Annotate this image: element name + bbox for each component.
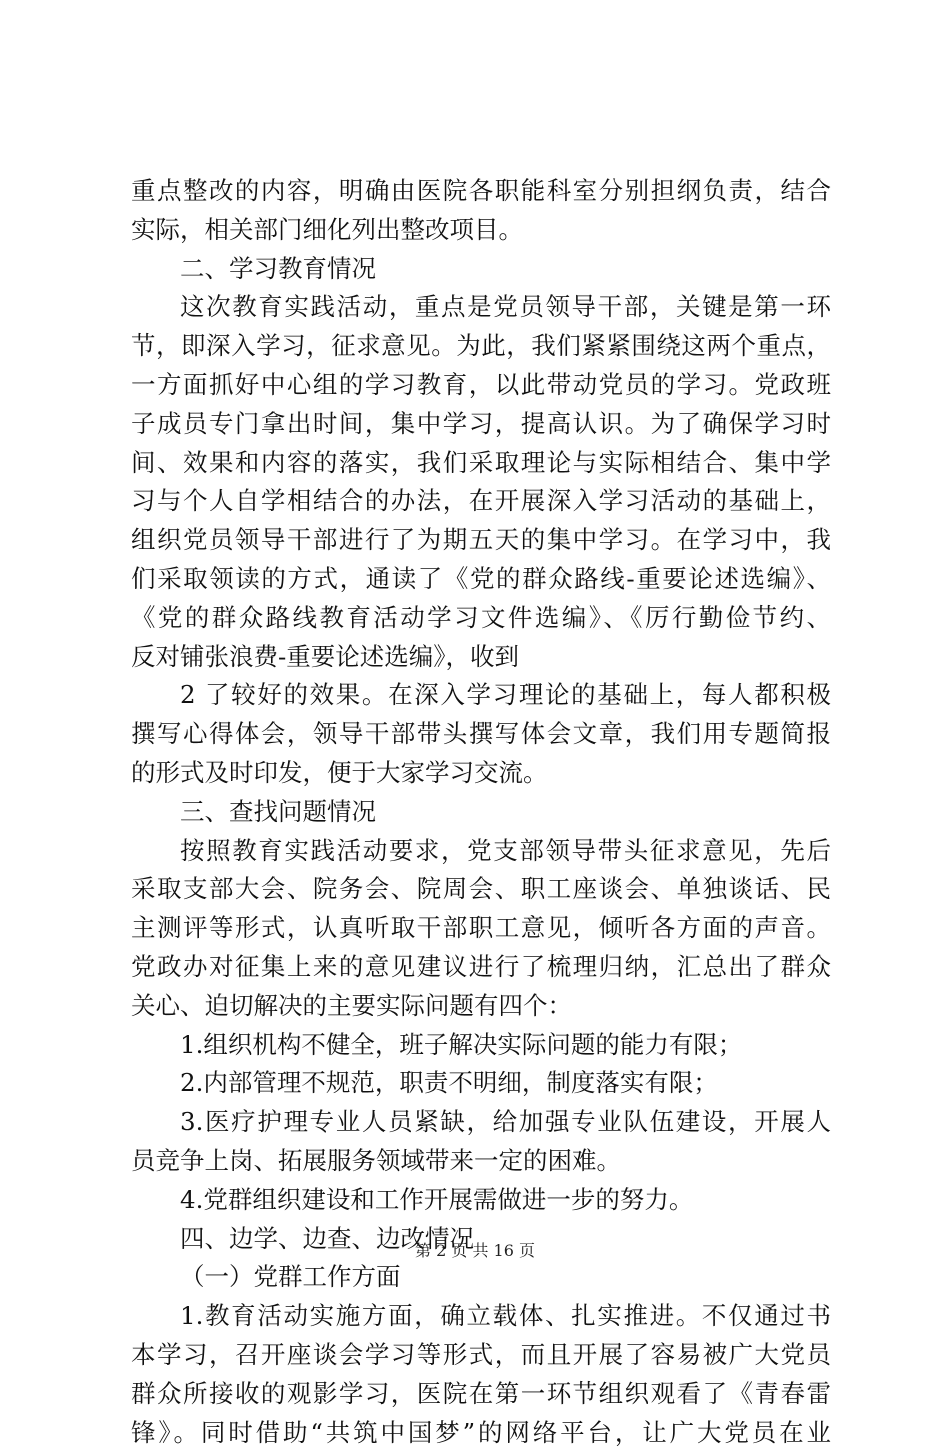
text-line: 群众所接收的观影学习，医院在第一环节组织观看了《青春雷 <box>131 1375 831 1414</box>
text-line: 3.医疗护理专业人员紧缺，给加强专业队伍建设，开展人 <box>131 1103 831 1142</box>
text-line: 子成员专门拿出时间，集中学习，提高认识。为了确保学习时 <box>131 405 831 444</box>
text-line: 1.教育活动实施方面，确立载体、扎实推进。不仅通过书 <box>131 1297 831 1336</box>
text-line: 一方面抓好中心组的学习教育，以此带动党员的学习。党政班 <box>131 366 831 405</box>
text-line: 党政办对征集上来的意见建议进行了梳理归纳，汇总出了群众 <box>131 948 831 987</box>
text-line: 组织党员领导干部进行了为期五天的集中学习。在学习中，我 <box>131 521 831 560</box>
text-line: （一）党群工作方面 <box>131 1258 831 1297</box>
text-line: 主测评等形式，认真听取干部职工意见，倾听各方面的声音。 <box>131 909 831 948</box>
text-line: 重点整改的内容，明确由医院各职能科室分别担纲负责，结合 <box>131 172 831 211</box>
page-footer: 第 2 页 共 16 页 <box>0 1241 950 1261</box>
text-line: 员竞争上岗、拓展服务领域带来一定的困难。 <box>131 1142 831 1181</box>
text-line: 《党的群众路线教育活动学习文件选编》、《厉行勤俭节约、 <box>131 599 831 638</box>
text-line: 1.组织机构不健全，班子解决实际问题的能力有限； <box>131 1026 831 1065</box>
text-line: 三、查找问题情况 <box>131 793 831 832</box>
text-line: 2 了较好的效果。在深入学习理论的基础上，每人都积极 <box>131 676 831 715</box>
text-line: 节，即深入学习，征求意见。为此，我们紧紧围绕这两个重点， <box>131 327 831 366</box>
text-line: 锋》。同时借助“共筑中国梦”的网络平台，让广大党员在业 <box>131 1414 831 1452</box>
text-line: 们采取领读的方式，通读了《党的群众路线-重要论述选编》、 <box>131 560 831 599</box>
text-line: 2.内部管理不规范，职责不明细，制度落实有限； <box>131 1064 831 1103</box>
text-line: 习与个人自学相结合的办法，在开展深入学习活动的基础上， <box>131 482 831 521</box>
text-line: 4.党群组织建设和工作开展需做进一步的努力。 <box>131 1181 831 1220</box>
text-line: 按照教育实践活动要求，党支部领导带头征求意见，先后 <box>131 832 831 871</box>
text-line: 的形式及时印发，便于大家学习交流。 <box>131 754 831 793</box>
text-line: 撰写心得体会，领导干部带头撰写体会文章，我们用专题简报 <box>131 715 831 754</box>
text-line: 关心、迫切解决的主要实际问题有四个： <box>131 987 831 1026</box>
text-line: 实际，相关部门细化列出整改项目。 <box>131 211 831 250</box>
text-line: 采取支部大会、院务会、院周会、职工座谈会、单独谈话、民 <box>131 870 831 909</box>
text-line: 本学习，召开座谈会学习等形式，而且开展了容易被广大党员 <box>131 1336 831 1375</box>
text-line: 间、效果和内容的落实，我们采取理论与实际相结合、集中学 <box>131 444 831 483</box>
text-line: 这次教育实践活动，重点是党员领导干部，关键是第一环 <box>131 288 831 327</box>
text-line: 二、学习教育情况 <box>131 250 831 289</box>
text-line: 四、边学、边查、边改情况 <box>131 1220 831 1259</box>
text-line: 反对铺张浪费-重要论述选编》，收到 <box>131 638 831 677</box>
